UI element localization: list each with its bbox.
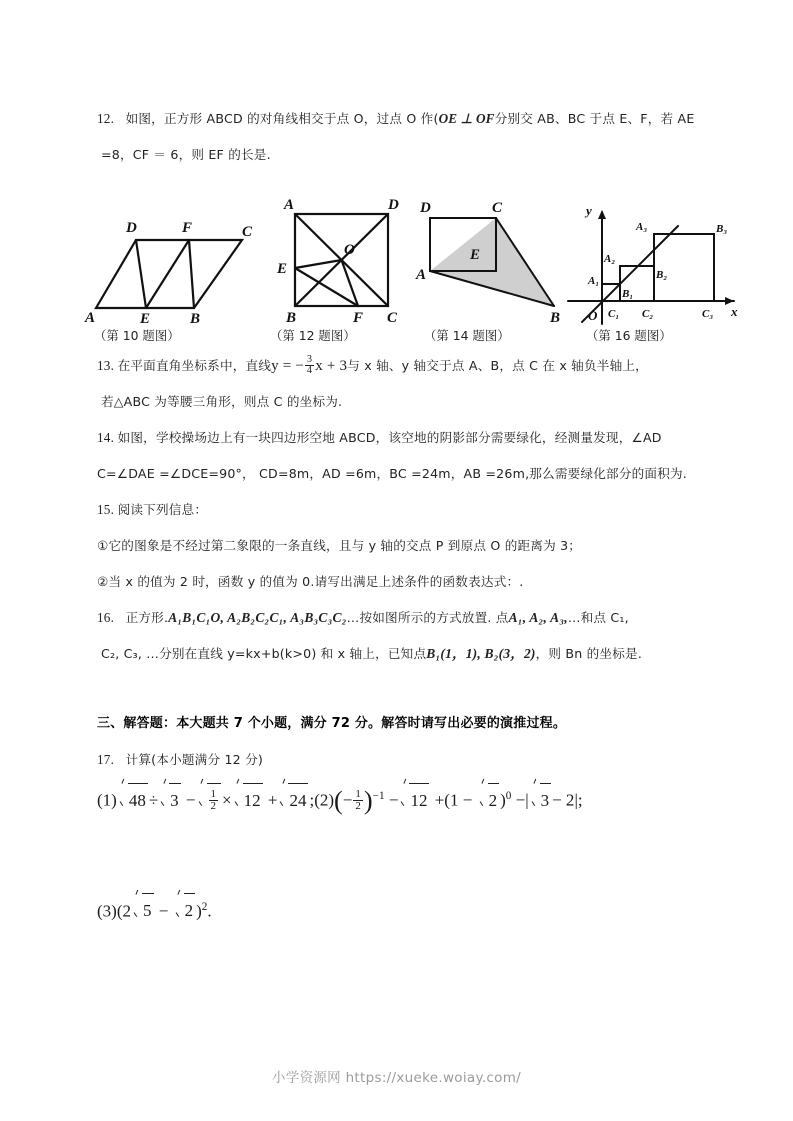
question-15 <box>97 495 717 525</box>
fig10-label-F: F <box>182 220 193 236</box>
question-15-item-2: ②当 x 的值为 2 时，函数 y 的值为 0.请写出满足上述条件的函数表达式：. <box>97 574 524 589</box>
sqrt-12: 12 <box>233 783 263 818</box>
fig12-label-D: D <box>388 197 399 213</box>
part1-label: (1) <box>97 790 117 810</box>
fig10-label-C: C <box>242 224 253 240</box>
part3-label: (3) <box>97 901 117 921</box>
figure-16 <box>566 196 746 328</box>
fig14-label-C: C <box>492 200 503 216</box>
fig10-label-A: A <box>85 310 96 326</box>
caption-fig-16: （第 16 题图） <box>586 328 672 343</box>
sqrt-2: 2 <box>478 783 500 818</box>
fig16-label-C3: C₃ <box>702 308 714 320</box>
question-12-expression: OE ⊥ OF <box>438 111 495 126</box>
question-12-text-b: 分别交 AB、BC 于点 E、F，若 AE <box>494 111 695 126</box>
fig12-label-E: E <box>277 261 288 277</box>
exponent-neg-1: −1 <box>372 790 385 802</box>
question-17-number: 17. <box>97 752 115 767</box>
fig16-label-x: x <box>731 304 738 319</box>
fig16-label-A2: A₂ <box>604 253 616 265</box>
fraction-3-4: $\frac{3}{4}$ <box>307 353 313 377</box>
question-14 <box>97 423 717 453</box>
question-15-number: 15. <box>97 502 115 517</box>
figure-captions <box>84 326 744 350</box>
exponent-2: 2 <box>201 900 208 913</box>
question-14-line1: 如图，学校操场边上有一块四边形空地 ABCD，该空地的阴影部分需要绿化，经测量发现，∠AD <box>117 430 662 445</box>
footer-watermark <box>0 1066 793 1086</box>
sqrt-12-b: 12 <box>399 783 429 818</box>
question-12 <box>97 104 717 134</box>
fig16-label-y: y <box>586 203 592 218</box>
question-17-part-1-and-2: (1) 48 ÷ 3 − $\frac{1}{2}$ × 12 + 24 ;(2)(− $\frac{1}{2}$ )$^{-1}$ − 12 +(1 − 2 )$^0$ −| 3 − 2|; <box>97 779 717 818</box>
sqrt-3-b: 3 <box>530 783 552 818</box>
question-13-text-a: 在平面直角坐标系中，直线 <box>117 358 272 373</box>
question-14-number: 14. <box>97 430 115 445</box>
fig10-label-B: B <box>190 311 201 326</box>
fraction-neg-1-2: $\frac{1}{2}$ <box>355 787 361 813</box>
fig16-label-B2: B₂ <box>656 269 668 281</box>
footer-url: https://xueke.woiay.com/ <box>345 1070 522 1086</box>
question-16-text-d: C₂, C₃, …分别在直线 y=kx+b(k>0) 和 x 轴上，已知点 <box>101 646 427 661</box>
question-12-text-a: 如图，正方形 ABCD 的对角线相交于点 O，过点 O 作( <box>125 111 439 126</box>
footer-site-name: 小学资源网 <box>271 1070 341 1086</box>
sqrt-2-c: 2 <box>174 893 196 928</box>
fig16-label-C2: C₂ <box>642 308 654 320</box>
fig12-label-A: A <box>284 197 295 213</box>
question-15-item-1: ①它的图象是不经过第二象限的一条直线，且与 y 轴的交点 P 到原点 O 的距离为 3； <box>97 538 582 553</box>
question-16-text-b: …按如图所示的方式放置. 点 <box>346 610 509 625</box>
question-16-points-b: B₁(1，1), B₂(3，2) <box>426 646 536 661</box>
sqrt-half <box>197 783 222 818</box>
fig10-label-D: D <box>126 220 137 236</box>
sqrt-48: 48 <box>118 783 148 818</box>
sqrt-3: 3 <box>159 783 181 818</box>
question-15-line1: 阅读下列信息： <box>117 502 208 517</box>
question-16-number: 16. <box>97 610 115 625</box>
question-13-linear-fn: y = − $\frac{3}{4}$ x + 3 <box>271 353 348 377</box>
question-12-number: 12. <box>97 111 115 126</box>
fig14-label-A: A <box>416 267 427 283</box>
fig16-label-B3: B₃ <box>716 223 728 235</box>
caption-fig-12: （第 12 题图） <box>270 328 356 343</box>
fig16-label-B1: B₁ <box>622 288 634 300</box>
question-12-line2: =8，CF ＝ 6，则 EF 的长是. <box>101 147 271 162</box>
question-16-points-a: A₁, A₂, A₃, <box>508 610 568 625</box>
caption-fig-14: （第 14 题图） <box>424 328 510 343</box>
fig16-label-C1: C₁ <box>608 308 620 320</box>
fig14-label-E: E <box>470 247 481 263</box>
fig16-label-A3: A₃ <box>636 221 648 233</box>
sqrt-5: 5 <box>132 893 154 928</box>
sqrt-24: 24 <box>278 783 308 818</box>
fig12-label-C: C <box>387 310 398 326</box>
fraction-1-2: $\frac{1}{2}$ <box>210 787 217 813</box>
question-16-text-c: …和点 C₁, <box>567 610 629 625</box>
caption-fig-10: （第 10 题图） <box>94 328 180 343</box>
question-16-text-a: 正方形. <box>125 610 169 625</box>
question-17-part-3: (3)(2 5 − 2 )$^2$. <box>97 890 717 929</box>
exponent-zero: 0 <box>505 790 512 802</box>
figure-10 <box>84 196 254 326</box>
fig16-label-O: O <box>588 308 598 323</box>
fig10-label-E: E <box>140 311 151 326</box>
fig16-y-arrow <box>598 210 606 219</box>
figure-14 <box>408 196 568 326</box>
question-13-line2: 若△ABC 为等腰三角形，则点 C 的坐标为. <box>101 394 343 409</box>
fig12-label-O: O <box>344 242 355 258</box>
question-16-squares: A₁B₁C₁O, A₂B₂C₂C₁, A₃B₃C₃C₂ <box>168 610 347 625</box>
question-16-line2 <box>97 639 717 669</box>
question-14-line2: C=∠DAE =∠DCE=90°， CD=8m，AD =6m，BC =24m，AB =26m,那么需要绿化部分的面积为. <box>97 466 687 481</box>
fig12-label-F: F <box>353 310 364 326</box>
fig12-label-B: B <box>286 310 297 326</box>
paren-open: ( <box>334 786 343 816</box>
figure-12 <box>270 196 410 326</box>
section-3-heading: 三、解答题：本大题共 7 个小题，满分 72 分。解答时请写出必要的演推过程。 <box>97 716 567 731</box>
fig14-label-D: D <box>420 200 431 216</box>
fig14-shaded-region <box>430 218 554 306</box>
question-16-text-e: ，则 Bn 的坐标是. <box>535 646 643 661</box>
question-13-text-b: 与 x 轴、y 轴交于点 A、B，点 C 在 x 轴负半轴上， <box>347 358 648 373</box>
fig16-label-A1: A₁ <box>588 275 600 287</box>
paren-close: ) <box>363 786 373 816</box>
part2-label: (2) <box>314 790 335 810</box>
question-17-title: 17. 计算(本小题满分 12 分) <box>97 752 264 767</box>
question-13-number: 13. <box>97 358 115 373</box>
fig14-label-B: B <box>550 310 561 326</box>
question-16 <box>97 603 717 633</box>
